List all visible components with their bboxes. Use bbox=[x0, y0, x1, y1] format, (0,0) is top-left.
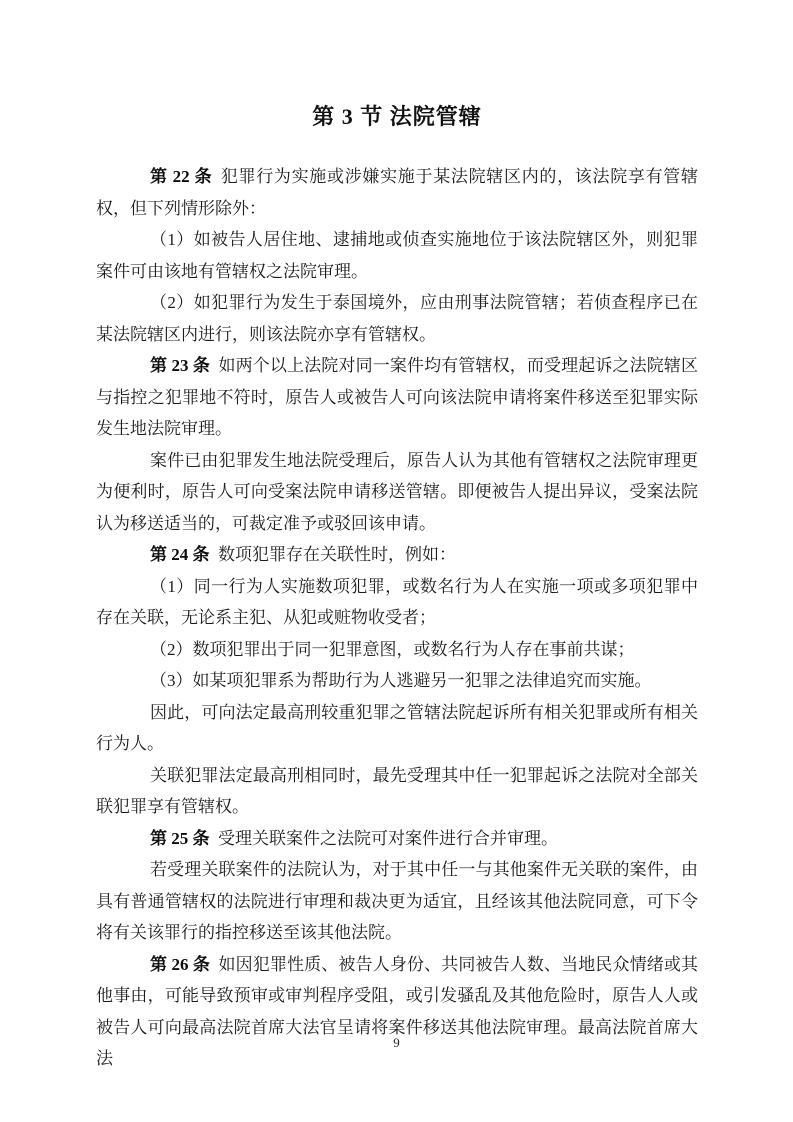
body-paragraph bbox=[96, 760, 698, 823]
paragraph-text: （3）如某项犯罪系为帮助行为人逃避另一犯罪之法律追究而实施。 bbox=[150, 671, 652, 690]
list-item-paragraph bbox=[96, 571, 698, 634]
article-number: 第 23 条 bbox=[150, 356, 211, 375]
paragraph-text: （1）同一行为人实施数项犯罪，或数名行为人在实施一项或多项犯罪中存在关联，无论系主犯、从犯或赃物收受者； bbox=[96, 576, 698, 627]
paragraph-text: 如因犯罪性质、被告人身份、共同被告人数、当地民众情绪或其他事由，可能导致预审或审判程序受阻，或引发骚乱及其他危险时，原告人人或被告人可向最高法院首席大法官呈请将案件移送其他法院审理。最高法院首席大法 bbox=[96, 954, 699, 1068]
article-paragraph bbox=[96, 161, 698, 224]
body-paragraph bbox=[96, 445, 698, 540]
paragraph-text: （1）如被告人居住地、逮捕地或侦查实施地位于该法院辖区外，则犯罪案件可由该地有管辖权之法院审理。 bbox=[96, 230, 698, 281]
paragraph-text: 案件已由犯罪发生地法院受理后，原告人认为其他有管辖权之法院审理更为便利时，原告人可向受案法院申请移送管辖。即便被告人提出异议，受案法院认为移送适当的，可裁定准予或驳回该申请。 bbox=[96, 450, 698, 533]
paragraph-text: 受理关联案件之法院可对案件进行合并审理。 bbox=[218, 828, 558, 848]
article-number: 第 26 条 bbox=[150, 954, 211, 974]
article-paragraph bbox=[96, 949, 698, 1075]
article-paragraph bbox=[96, 350, 698, 445]
article-number: 第 25 条 bbox=[150, 828, 210, 848]
list-item-paragraph bbox=[96, 665, 698, 697]
article-paragraph bbox=[96, 823, 698, 855]
paragraph-text: 犯罪行为实施或涉嫌实施于某法院辖区内的，该法院享有管辖权，但下列情形除外： bbox=[96, 167, 699, 218]
paragraph-text: 因此，可向法定最高刑较重犯罪之管辖法院起诉所有相关犯罪或所有相关行为人。 bbox=[96, 702, 698, 753]
paragraph-text: （2）如犯罪行为发生于泰国境外，应由刑事法院管辖；若侦查程序已在某法院辖区内进行，则该法院亦享有管辖权。 bbox=[96, 293, 698, 344]
paragraph-text: 如两个以上法院对同一案件均有管辖权，而受理起诉之法院辖区与指控之犯罪地不符时，原告人或被告人可向该法院申请将案件移送至犯罪实际发生地法院审理。 bbox=[96, 356, 699, 438]
section-title: 第 3 节 法院管辖 bbox=[312, 104, 482, 129]
list-item-paragraph bbox=[96, 224, 698, 287]
paragraph-text: 数项犯罪存在关联性时，例如： bbox=[218, 545, 456, 564]
article-paragraph bbox=[96, 539, 698, 571]
list-item-paragraph bbox=[96, 287, 698, 350]
page-number: 9 bbox=[393, 1035, 400, 1050]
paragraph-text: （2）数项犯罪出于同一犯罪意图，或数名行为人存在事前共谋； bbox=[150, 639, 635, 659]
paragraph-text: 若受理关联案件的法院认为，对于其中任一与其他案件无关联的案件，由具有普通管辖权的法院进行审理和裁决更为适宜，且经该其他法院同意，可下令将有关该罪行的指控移送至该其他法院。 bbox=[96, 860, 698, 942]
article-number: 第 24 条 bbox=[150, 545, 210, 564]
body-paragraph bbox=[96, 697, 698, 760]
article-number: 第 22 条 bbox=[150, 167, 213, 186]
list-item-paragraph bbox=[96, 634, 698, 666]
paragraph-text: 关联犯罪法定最高刑相同时，最先受理其中任一犯罪起诉之法院对全部关联犯罪享有管辖权。 bbox=[96, 765, 698, 816]
body-paragraph bbox=[96, 854, 698, 949]
